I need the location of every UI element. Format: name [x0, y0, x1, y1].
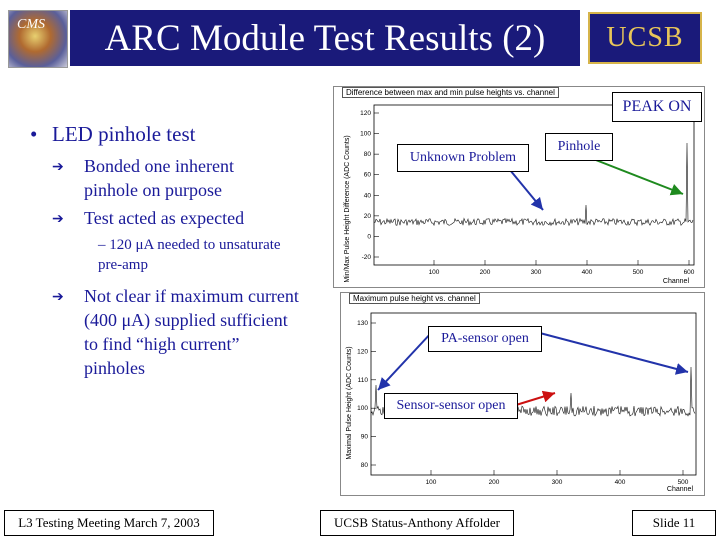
pinhole-label	[545, 133, 613, 161]
x-tick-label: 600	[683, 269, 695, 276]
pa-sensor-label	[428, 326, 542, 352]
x-tick-label: 200	[479, 269, 491, 276]
arrow-bullet-icon: ➔	[52, 160, 64, 175]
x-tick-label: 500	[632, 269, 644, 276]
plot-bottom-xlabel: Channel	[666, 486, 693, 493]
peak-on-text: PEAK ON	[622, 98, 692, 115]
x-tick-label: 400	[581, 269, 593, 276]
arrow-bullet-icon: ➔	[52, 290, 64, 305]
bullet-led-pinhole-text: LED pinhole test	[52, 122, 196, 146]
peak-on-label	[612, 92, 702, 122]
y-tick-label: -20	[361, 254, 371, 261]
x-tick-label: 100	[428, 269, 440, 276]
unknown-problem-text: Unknown Problem	[409, 150, 517, 165]
x-tick-label: 400	[614, 479, 626, 486]
y-tick-label: 110	[357, 376, 368, 384]
x-tick-label: 300	[530, 269, 542, 276]
y-tick-label: 40	[363, 192, 371, 200]
footer-meeting-text: L3 Testing Meeting March 7, 2003	[18, 515, 200, 530]
footer-meeting	[4, 510, 214, 536]
footer-slide-number	[632, 510, 716, 536]
footer-author	[320, 510, 514, 536]
y-tick-label: 100	[357, 405, 368, 413]
unknown-problem-arrow	[510, 170, 543, 210]
y-tick-label: 90	[360, 433, 368, 441]
slide-title-text: ARC Module Test Results (2)	[104, 17, 546, 59]
y-tick-label: 80	[360, 462, 368, 469]
y-tick-label: 120	[360, 110, 371, 117]
bullet-dot-icon: •	[30, 122, 38, 146]
sensor-sensor-text: Sensor-sensor open	[396, 398, 506, 413]
x-tick-label: 300	[551, 479, 563, 486]
plot-top-ylabel: Min/Max Pulse Height Difference (ADC Counts)	[344, 135, 351, 283]
y-tick-label: 130	[357, 320, 368, 327]
plot-top-xlabel: Channel	[662, 278, 689, 285]
pa-sensor-text: PA-sensor open	[441, 331, 529, 346]
subsub-120ua-text: – 120 μA needed to unsaturate pre-amp	[98, 237, 281, 273]
y-tick-label: 100	[360, 130, 371, 138]
y-tick-label: 80	[363, 151, 371, 159]
footer-slide-number-text: Slide 11	[652, 515, 696, 530]
x-tick-label: 100	[425, 479, 437, 486]
ucsb-logo-text: UCSB	[606, 22, 684, 53]
x-tick-label: 500	[677, 479, 689, 486]
subbullet-not-clear-text: Not clear if maximum current (400 μA) supplied sufficient to find “high current” pinholes	[84, 286, 299, 378]
plot-bottom-ylabel: Maximal Pulse Height (ADC Counts)	[346, 346, 353, 460]
pinhole-text: Pinhole	[557, 139, 601, 154]
plot-top-title: Difference between max and min pulse heights vs. channel	[342, 87, 559, 98]
y-tick-label: 20	[363, 212, 371, 220]
footer-author-text: UCSB Status-Anthony Affolder	[334, 515, 500, 530]
sensor-sensor-label	[384, 393, 518, 419]
subbullet-test-acted-text: Test acted as expected	[84, 208, 245, 228]
plot-bottom-title: Maximum pulse height vs. channel	[349, 293, 480, 304]
y-tick-label: 0	[367, 233, 371, 241]
pa-sensor-arrow-right	[536, 332, 688, 372]
subbullet-bonded-text: Bonded one inherent pinhole on purpose	[84, 156, 234, 200]
sensor-sensor-arrow	[516, 393, 555, 405]
x-tick-label: 200	[488, 479, 500, 486]
y-tick-label: 120	[357, 348, 368, 356]
cms-logo-text: CMS	[17, 17, 45, 32]
y-tick-label: 60	[363, 171, 371, 179]
arrow-bullet-icon: ➔	[52, 212, 64, 227]
pa-sensor-arrow-left	[378, 332, 432, 390]
unknown-problem-label	[397, 144, 529, 172]
